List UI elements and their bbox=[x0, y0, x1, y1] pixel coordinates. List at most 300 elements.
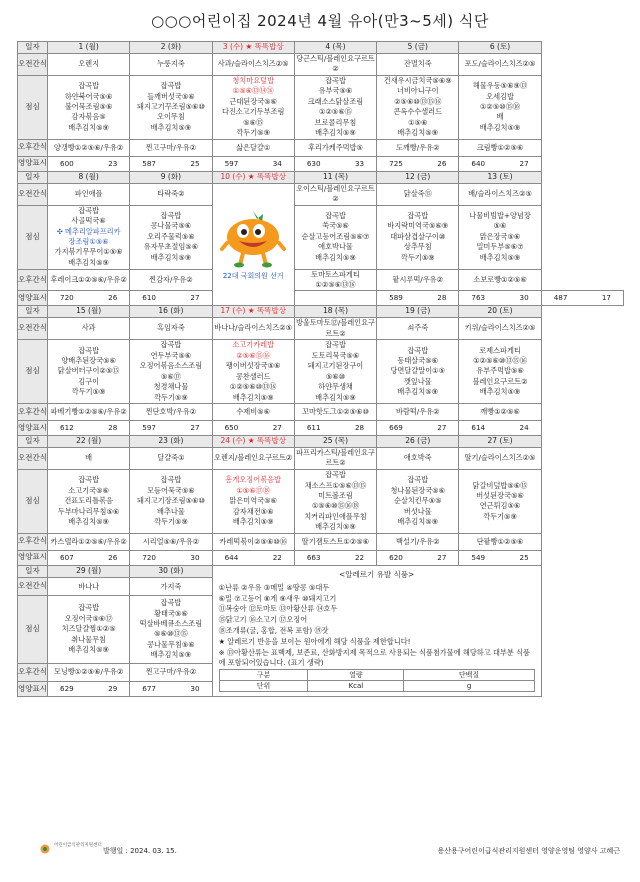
lunch-cell bbox=[377, 469, 459, 533]
pm-snack: 토마토스파게티①②⑤⑥⑬⑯ bbox=[294, 269, 376, 291]
protein-value: 29 bbox=[108, 683, 118, 693]
am-snack: 포도/슬라이스치즈②⑤ bbox=[459, 53, 541, 75]
protein-value: 25 bbox=[190, 158, 200, 168]
kcal-value: 611 bbox=[306, 422, 321, 432]
protein-value: 17 bbox=[601, 293, 611, 303]
am-snack: 바나나 bbox=[48, 578, 130, 596]
day-header bbox=[377, 42, 459, 54]
kcal-value: 669 bbox=[389, 422, 403, 432]
lunch-dish: 해물우동⑤⑥⑨⑬ bbox=[472, 81, 528, 91]
day-date: 6 (토) bbox=[489, 42, 511, 51]
lunch-dish: 배 bbox=[496, 112, 504, 122]
am-snack: 애호박죽 bbox=[377, 448, 459, 470]
lunch-cell bbox=[48, 340, 130, 404]
lunch-dish: 오이무침 bbox=[157, 112, 185, 122]
lunch-dish: 채소스프①⑤⑥⑬⑮ bbox=[304, 480, 367, 490]
day-header bbox=[130, 171, 212, 183]
pm-snack: 소보로빵①②⑤⑥ bbox=[459, 269, 541, 291]
week-4-nutrition-row bbox=[18, 550, 624, 565]
allergy-list-line: ①난류 ②우유 ③메밀 ④땅콩 ⑤대두 bbox=[218, 582, 330, 592]
pm-snack: 카스텔라①②⑤⑥/우유② bbox=[48, 533, 130, 550]
lunch-dish: 배추김치⑤⑨ bbox=[68, 257, 109, 267]
lunch-dish: 깍두기⑤⑨ bbox=[154, 392, 188, 402]
row-label-lunch: 점심 bbox=[18, 205, 48, 269]
day-header bbox=[130, 436, 212, 448]
lunch-dish: 배추김치⑤⑨ bbox=[479, 252, 521, 262]
lunch-dish: 장조림①⑤⑥ bbox=[68, 237, 109, 246]
day-date: 24 (수) bbox=[220, 436, 246, 446]
nutrition-values bbox=[48, 423, 129, 433]
lunch-dish: 들깨버섯국⑤⑥ bbox=[147, 91, 195, 101]
lunch-cell bbox=[212, 75, 294, 139]
lunch-cell bbox=[130, 340, 212, 404]
day-date: 11 (목) bbox=[322, 171, 348, 181]
lunch-cell bbox=[459, 340, 541, 404]
week-4-lunch-row bbox=[18, 469, 624, 533]
menu-table bbox=[17, 41, 624, 697]
lunch-dish: 깍두기⑤⑨ bbox=[154, 517, 188, 527]
lunch-dish: 모듬어묵국⑤⑥ bbox=[147, 485, 195, 495]
lunch-dish: 잡곡밥 bbox=[78, 205, 100, 215]
pm-snack: 시리얼⑤⑥/우유② bbox=[130, 533, 212, 550]
day-date: 9 (화) bbox=[160, 171, 182, 181]
day-date: 20 (토) bbox=[487, 306, 513, 316]
lunch-cell bbox=[130, 596, 212, 663]
am-snack: 흑임자죽 bbox=[130, 318, 212, 340]
allergy-list-line: ⑱조개류(굴, 홍합, 전복 포함) ⑲잣 bbox=[218, 625, 329, 635]
row-label-lunch: 점심 bbox=[18, 340, 48, 404]
lunch-dish: 오세김밥 bbox=[486, 91, 514, 101]
lunch-dish: 청경채나물 bbox=[153, 382, 189, 392]
lunch-cell bbox=[294, 340, 376, 404]
am-snack: 오이스틱/블레인요구르트② bbox=[296, 183, 375, 204]
kcal-value: 644 bbox=[224, 552, 239, 562]
am-snack: 파프리카스틱/블레인요구르트② bbox=[296, 448, 375, 468]
lunch-dish: 잡곡밥 bbox=[407, 475, 429, 485]
lunch-dish: ①⑤⑥ bbox=[408, 117, 428, 127]
lunch-dish: 배추김치⑤⑨ bbox=[315, 522, 356, 532]
lunch-cell bbox=[377, 340, 459, 404]
lunch-dish: 청치마요덮밥 bbox=[232, 75, 275, 85]
lunch-dish: 배추김치⑤⑨ bbox=[68, 122, 109, 132]
lunch-dish: 닭갈비덮밥⑤⑥⑮ bbox=[472, 480, 528, 490]
nutrition-cell bbox=[130, 291, 212, 306]
unit-value-cell: 단위 bbox=[219, 681, 308, 692]
row-label-nutrition: 영양표시 bbox=[18, 550, 48, 565]
protein-value: 23 bbox=[108, 158, 118, 168]
kcal-value: 629 bbox=[60, 683, 74, 693]
nutrition-values bbox=[130, 159, 211, 169]
day-date: 2 (화) bbox=[160, 42, 182, 51]
week-5-day-row bbox=[18, 565, 624, 578]
lunch-dish: 치커리파인애플무침 bbox=[304, 511, 367, 521]
kcal-value: 620 bbox=[389, 552, 403, 562]
lunch-dish: 연두부국⑤⑥ bbox=[150, 350, 192, 360]
kcal-value: 600 bbox=[60, 158, 74, 168]
nutrition-cell-empty bbox=[294, 291, 376, 306]
day-header bbox=[48, 171, 130, 183]
allergy-note: ※ ⑬아황산류는 표백제, 보존료, 산화방지제 목적으로 사용되는 식품첨가물에 해당하고 대부분 식품에 포함되어있습니다. (표기 생략) bbox=[218, 647, 530, 668]
row-label-snack_am: 오전간식 bbox=[18, 183, 48, 205]
lunch-dish: 다진소고기두부조림 bbox=[221, 107, 285, 117]
lunch-dish: 양배추된장국⑤⑥ bbox=[61, 355, 116, 365]
lunch-dish: 감자볶음⑤ bbox=[71, 112, 106, 122]
lunch-cell bbox=[294, 205, 376, 269]
unit-value-cell: g bbox=[404, 681, 534, 692]
lunch-dish: 바지락미역국⑤⑥⑨ bbox=[387, 221, 449, 231]
lunch-dish: 김구이 bbox=[78, 376, 100, 386]
row-label-nutrition: 영양표시 bbox=[18, 681, 48, 697]
allergy-info-title: <알레르기 유발 식품> bbox=[338, 569, 415, 579]
lunch-dish: 콩찬샐러드 bbox=[235, 371, 271, 381]
row-label-lunch: 점심 bbox=[18, 75, 48, 139]
lunch-dish: 잡곡밥 bbox=[160, 81, 182, 91]
lunch-dish: ②⑤⑥⑩⑬⑮⑯ bbox=[394, 96, 442, 106]
week-2-lunch-row bbox=[18, 205, 624, 269]
lunch-dish: 잡곡밥 bbox=[325, 75, 346, 85]
lunch-dish: 황태국⑤⑥ bbox=[154, 608, 188, 618]
week-1-snack_am-row bbox=[18, 53, 624, 75]
lunch-dish: 잡곡밥 bbox=[325, 340, 346, 350]
pm-snack: 찐고구마/우유② bbox=[130, 139, 212, 156]
nutrition-cell bbox=[212, 550, 294, 565]
pm-snack: 수제비⑤⑥ bbox=[212, 404, 294, 421]
lunch-cell bbox=[48, 469, 130, 533]
kcal-value: 650 bbox=[224, 422, 239, 432]
nutrition-cell bbox=[212, 156, 294, 171]
special-meal-badge: 똑똑밥상 bbox=[256, 171, 286, 181]
week-3-snack_pm-row bbox=[18, 404, 624, 421]
am-snack: 배/슬라이스치즈②⑤ bbox=[459, 183, 541, 205]
lunch-dish: 나물비빔밥+양념장 bbox=[469, 210, 531, 220]
lunch-dish: 콩나물국⑤⑥ bbox=[150, 221, 192, 231]
day-header bbox=[48, 306, 130, 318]
day-header bbox=[377, 306, 459, 318]
nutrition-values bbox=[295, 159, 376, 169]
am-snack: 잔멸치죽 bbox=[377, 53, 459, 75]
lunch-dish: ①⑤⑥⑩⑮⑯⑱ bbox=[311, 501, 360, 511]
day-header bbox=[294, 171, 376, 183]
lunch-cell bbox=[294, 469, 376, 533]
nutrition-cell bbox=[459, 291, 541, 306]
week-4-snack_pm-row bbox=[18, 533, 624, 550]
nutrition-cell bbox=[48, 156, 130, 171]
day-date: 30 (화) bbox=[158, 566, 184, 576]
protein-value: 33 bbox=[354, 158, 365, 168]
lunch-dish: 깻잎나물 bbox=[403, 376, 432, 386]
pm-snack: 크림빵①②⑤⑥ bbox=[459, 139, 541, 156]
lunch-dish: 오리주물럭⑤⑥ bbox=[147, 231, 195, 241]
nutrition-cell bbox=[294, 156, 376, 171]
lunch-cell bbox=[48, 75, 130, 139]
lunch-dish: 대파삼겹살구이⑩ bbox=[390, 231, 446, 241]
lunch-dish: 잡곡밥 bbox=[160, 340, 182, 350]
am-snack: 타락죽② bbox=[130, 183, 212, 205]
lunch-dish: ①②⑤⑩⑮⑯ bbox=[479, 102, 521, 112]
allergy-list-line: ⑪복숭아 ⑫토마토 ⑬아황산류 ⑭호두 bbox=[218, 604, 338, 614]
lunch-dish: 동태살국⑤⑥ bbox=[397, 355, 439, 365]
lunch-dish: 잡곡밥 bbox=[78, 603, 100, 613]
nutrition-cell bbox=[130, 681, 212, 697]
kcal-value: 663 bbox=[306, 552, 321, 562]
nutrition-values bbox=[295, 553, 376, 563]
lunch-dish: ①⑤⑥⑰⑱ bbox=[236, 485, 271, 495]
lunch-dish: 배추김치⑤⑨ bbox=[68, 645, 109, 655]
lunch-cell bbox=[48, 205, 130, 269]
protein-value: 22 bbox=[272, 552, 282, 562]
kcal-value: 607 bbox=[60, 552, 74, 562]
lunch-dish: 배추김치⑤⑨ bbox=[68, 517, 109, 527]
nutrition-values bbox=[377, 423, 458, 433]
nutrition-values bbox=[377, 159, 458, 169]
lunch-dish: 깍두기⑤⑨ bbox=[236, 128, 271, 138]
nutrition-values bbox=[459, 423, 540, 433]
lunch-dish: 로제스파게티 bbox=[479, 345, 521, 355]
nutrition-cell bbox=[48, 291, 130, 306]
protein-value: 27 bbox=[190, 422, 200, 432]
pm-snack: 삶은달걀① bbox=[212, 139, 294, 156]
nutrition-values bbox=[48, 293, 129, 303]
am-snack: 파인애플 bbox=[48, 183, 130, 205]
pm-snack: 찐단호박/우유② bbox=[130, 404, 212, 421]
week-1-nutrition-row bbox=[18, 156, 624, 171]
pm-snack: 백설기/우유② bbox=[377, 533, 459, 550]
day-date: 29 (월) bbox=[76, 566, 102, 576]
week-2-day-row bbox=[18, 171, 624, 183]
pm-snack: 도깨빵/우유② bbox=[377, 139, 459, 156]
lunch-dish: 순살치킨무⑤⑤ bbox=[393, 496, 442, 506]
allergy-note: ★ 알레르기 반응을 보이는 원아에게 해당 식품을 제한합니다! bbox=[218, 636, 411, 646]
lunch-dish: 블레인요구르트② bbox=[472, 376, 528, 386]
pm-snack: 딸기잼토스트①②⑤⑥ bbox=[294, 533, 376, 550]
lunch-dish: 가지볶기무무이①⑤⑥ bbox=[54, 247, 123, 257]
day-date: 12 (금) bbox=[405, 171, 431, 181]
lunch-dish: ✣ 메추리알파프리카 bbox=[56, 226, 121, 236]
lunch-dish: 연근튀김⑤⑥ bbox=[479, 501, 521, 511]
lunch-cell bbox=[212, 469, 294, 533]
nutrition-cell bbox=[48, 421, 130, 436]
lunch-cell bbox=[212, 340, 294, 404]
nutrition-values bbox=[213, 159, 294, 169]
pm-snack: 양갱빵①②⑤⑥/우유② bbox=[48, 139, 130, 156]
unit-value-row bbox=[219, 681, 534, 692]
kcal-value: 725 bbox=[389, 158, 403, 168]
logo-text: 어린이급식관리지원센터 bbox=[54, 843, 102, 848]
week-1-lunch-row bbox=[18, 75, 624, 139]
nutrition-cell bbox=[459, 156, 541, 171]
lunch-dish: 애호박나물 bbox=[318, 242, 353, 252]
protein-value: 28 bbox=[354, 422, 365, 432]
nutrition-values bbox=[542, 293, 623, 303]
unit-header-cell: 단백질 bbox=[404, 670, 534, 681]
nutrition-values bbox=[377, 553, 458, 563]
kcal-value: 487 bbox=[553, 293, 568, 303]
week-4-day-row bbox=[18, 436, 624, 448]
lunch-dish: 잡곡밥 bbox=[325, 470, 346, 480]
nutrition-values bbox=[213, 423, 294, 433]
am-snack: 사과 bbox=[48, 318, 130, 340]
allergy-list-line: ⑮닭고기 ⑯소고기 ⑰오징어 bbox=[218, 615, 308, 625]
nutrition-values bbox=[130, 423, 211, 433]
pm-snack: 파베기빵①②⑤⑥/우유② bbox=[48, 404, 130, 421]
lunch-dish: 쑥국⑤⑥ bbox=[322, 221, 349, 231]
day-header: 10 (수) ★ 똑똑밥상 bbox=[212, 171, 294, 183]
kcal-value: 597 bbox=[142, 422, 156, 432]
lunch-dish: 잡곡밥 bbox=[160, 475, 182, 485]
issue-date: 발행일 : 2024. 03. 15. bbox=[103, 847, 177, 855]
lunch-dish: 배추김치⑤⑨ bbox=[315, 392, 356, 402]
lunch-dish: ⑤⑥⑩ bbox=[325, 371, 346, 381]
nutrition-cell bbox=[294, 550, 376, 565]
lunch-dish: 잡곡밥 bbox=[160, 598, 182, 608]
protein-value: 27 bbox=[437, 552, 447, 562]
protein-value: 30 bbox=[519, 293, 529, 303]
lunch-dish: 잡곡밥 bbox=[407, 210, 429, 220]
special-meal-badge: 똑똑밥상 bbox=[256, 436, 286, 446]
lunch-dish: 버섯나물 bbox=[403, 506, 432, 516]
week-1-snack_pm-row bbox=[18, 139, 624, 156]
protein-value: 25 bbox=[519, 552, 529, 562]
protein-value: 26 bbox=[108, 552, 118, 562]
lunch-dish: 잡곡밥 bbox=[78, 345, 100, 355]
lunch-dish: 배추김치⑤⑨ bbox=[150, 122, 192, 132]
lunch-cell bbox=[130, 205, 212, 269]
lunch-dish: 돼지고기장조림⑤⑥⑩ bbox=[136, 496, 205, 506]
day-date: 8 (월) bbox=[78, 171, 99, 181]
lunch-dish: ⑤⑥ bbox=[493, 221, 507, 231]
row-label-snack_pm: 오후간식 bbox=[18, 139, 48, 156]
pm-snack: 후리가케주먹밥⑤ bbox=[294, 139, 376, 156]
lunch-dish: 상추무침 bbox=[403, 242, 432, 252]
am-snack: 닭살죽⑮ bbox=[377, 183, 459, 205]
kcal-value: 763 bbox=[471, 293, 486, 303]
row-label-snack_pm: 오후간식 bbox=[18, 269, 48, 291]
week-3-day-row bbox=[18, 306, 624, 318]
pm-snack: 카레떡볶이②⑤⑥⑩⑯ bbox=[212, 533, 294, 550]
unit-table bbox=[219, 669, 535, 692]
day-date: 23 (화) bbox=[158, 436, 184, 446]
am-snack: 바나나/슬라이스치즈②⑤ bbox=[212, 318, 294, 340]
pm-snack: 후레이크①②⑤⑥/우유② bbox=[48, 269, 130, 291]
nutrition-cell bbox=[130, 550, 212, 565]
lunch-dish: 떡살바베큐소스조림 bbox=[139, 619, 203, 629]
week-2-nutrition-row bbox=[18, 291, 624, 306]
lunch-dish: ①②⑤⑥⑩⑬⑮⑯ bbox=[473, 355, 527, 365]
nutrition-values bbox=[459, 159, 540, 169]
day-header bbox=[294, 306, 376, 318]
day-header bbox=[130, 306, 212, 318]
lunch-dish: ①②⑤⑥⑮ bbox=[319, 107, 352, 117]
week-2-snack_pm-row bbox=[18, 269, 624, 291]
lunch-dish: 흥게오징어볶음밥 bbox=[225, 475, 281, 485]
day-date: 16 (화) bbox=[158, 306, 184, 316]
nutrition-cell bbox=[48, 681, 130, 697]
lunch-dish: 콘옥수수샐러드 bbox=[393, 107, 443, 117]
day-date: 5 (금) bbox=[407, 42, 428, 51]
day-header bbox=[294, 42, 376, 54]
day-header bbox=[48, 42, 130, 54]
day-header bbox=[130, 565, 212, 578]
nutrition-cell bbox=[130, 156, 212, 171]
lunch-dish: 잡곡밥 bbox=[78, 475, 100, 485]
am-snack: 키위/슬라이스치즈②⑤ bbox=[459, 318, 541, 340]
protein-value: 27 bbox=[519, 158, 529, 168]
row-label-day: 일자 bbox=[18, 42, 48, 54]
lunch-dish: 깍두기⑤⑨ bbox=[483, 511, 517, 521]
pm-snack: 찐고구마/우유② bbox=[130, 663, 212, 681]
row-label-nutrition: 영양표시 bbox=[18, 156, 48, 171]
pm-snack: 꼬마핫도그①②⑤⑥⑩ bbox=[294, 404, 376, 421]
signer: 용산용구어린이급식관리지원센터 영양운영팀 영양사 고혜근 bbox=[437, 847, 620, 855]
day-header bbox=[377, 436, 459, 448]
pm-snack: 바람떡/우유② bbox=[377, 404, 459, 421]
lunch-dish: 배추김치⑤⑨ bbox=[479, 387, 521, 397]
unit-header-cell: 구분 bbox=[219, 670, 308, 681]
lunch-dish: 배추김치⑤⑨ bbox=[315, 128, 356, 138]
kcal-value: 614 bbox=[471, 422, 486, 432]
nutrition-cell bbox=[377, 291, 459, 306]
lunch-dish: 치즈달걀찜①②⑤ bbox=[61, 624, 116, 634]
am-snack: 방울토마토⑫/블레인요구르트② bbox=[295, 318, 375, 338]
lunch-dish: 닭살버터구이②⑤⑮ bbox=[57, 366, 120, 376]
protein-value: 34 bbox=[272, 158, 282, 168]
row-label-snack_am: 오전간식 bbox=[18, 448, 48, 470]
lunch-cell bbox=[377, 75, 459, 139]
nutrition-values bbox=[130, 684, 211, 694]
row-label-day: 일자 bbox=[18, 436, 48, 448]
kcal-value: 549 bbox=[471, 552, 486, 562]
row-label-day: 일자 bbox=[18, 171, 48, 183]
protein-value: 22 bbox=[354, 552, 365, 562]
day-date: 4 (목) bbox=[325, 42, 346, 51]
lunch-dish: 배추김치⑤⑨ bbox=[397, 128, 439, 138]
row-label-day: 일자 bbox=[18, 306, 48, 318]
lunch-dish: 감자채전⑤⑥ bbox=[232, 506, 274, 516]
lunch-dish: ⑤⑥⑩⑬⑮ bbox=[154, 629, 188, 639]
lunch-dish: 소고기카레밥 bbox=[232, 340, 275, 350]
week-3-lunch-row bbox=[18, 340, 624, 404]
kcal-value: 587 bbox=[142, 158, 156, 168]
lunch-dish: 콩나물무침⑤⑥ bbox=[147, 639, 195, 649]
lunch-dish: 버섯된장국⑤⑥ bbox=[476, 490, 524, 500]
protein-value: 26 bbox=[108, 293, 118, 303]
protein-value: 24 bbox=[519, 422, 529, 432]
day-header bbox=[130, 42, 212, 54]
day-header bbox=[459, 306, 541, 318]
protein-value: 30 bbox=[190, 683, 200, 693]
day-header bbox=[294, 436, 376, 448]
day-date: 22 (월) bbox=[76, 436, 102, 446]
nutrition-values bbox=[213, 553, 294, 563]
lunch-dish: 근대된장국⑤⑥ bbox=[229, 96, 277, 106]
week-3-snack_am-row bbox=[18, 318, 624, 340]
day-header bbox=[48, 565, 130, 578]
lunch-dish: 건표도리틀볶음 bbox=[64, 496, 113, 506]
protein-value: 27 bbox=[190, 293, 200, 303]
special-meal-badge: 똑똑밥상 bbox=[256, 306, 286, 316]
day-date: 10 (수) bbox=[220, 171, 246, 181]
lunch-dish: 청나물된장국⑤⑥ bbox=[390, 485, 446, 495]
am-snack: 달걀죽① bbox=[130, 448, 212, 470]
protein-value: 27 bbox=[437, 422, 447, 432]
holiday-cell bbox=[212, 183, 294, 306]
lunch-cell bbox=[459, 75, 541, 139]
row-label-snack_pm: 오후간식 bbox=[18, 663, 48, 681]
pm-snack: 단팥빵①②⑤⑥ bbox=[459, 533, 541, 550]
am-snack: 당근스틱/블레인요구르트② bbox=[296, 53, 375, 74]
lunch-dish: 두부마나리무침⑤⑥ bbox=[57, 506, 120, 516]
pm-snack: 깨빵①②⑤⑥ bbox=[459, 404, 541, 421]
